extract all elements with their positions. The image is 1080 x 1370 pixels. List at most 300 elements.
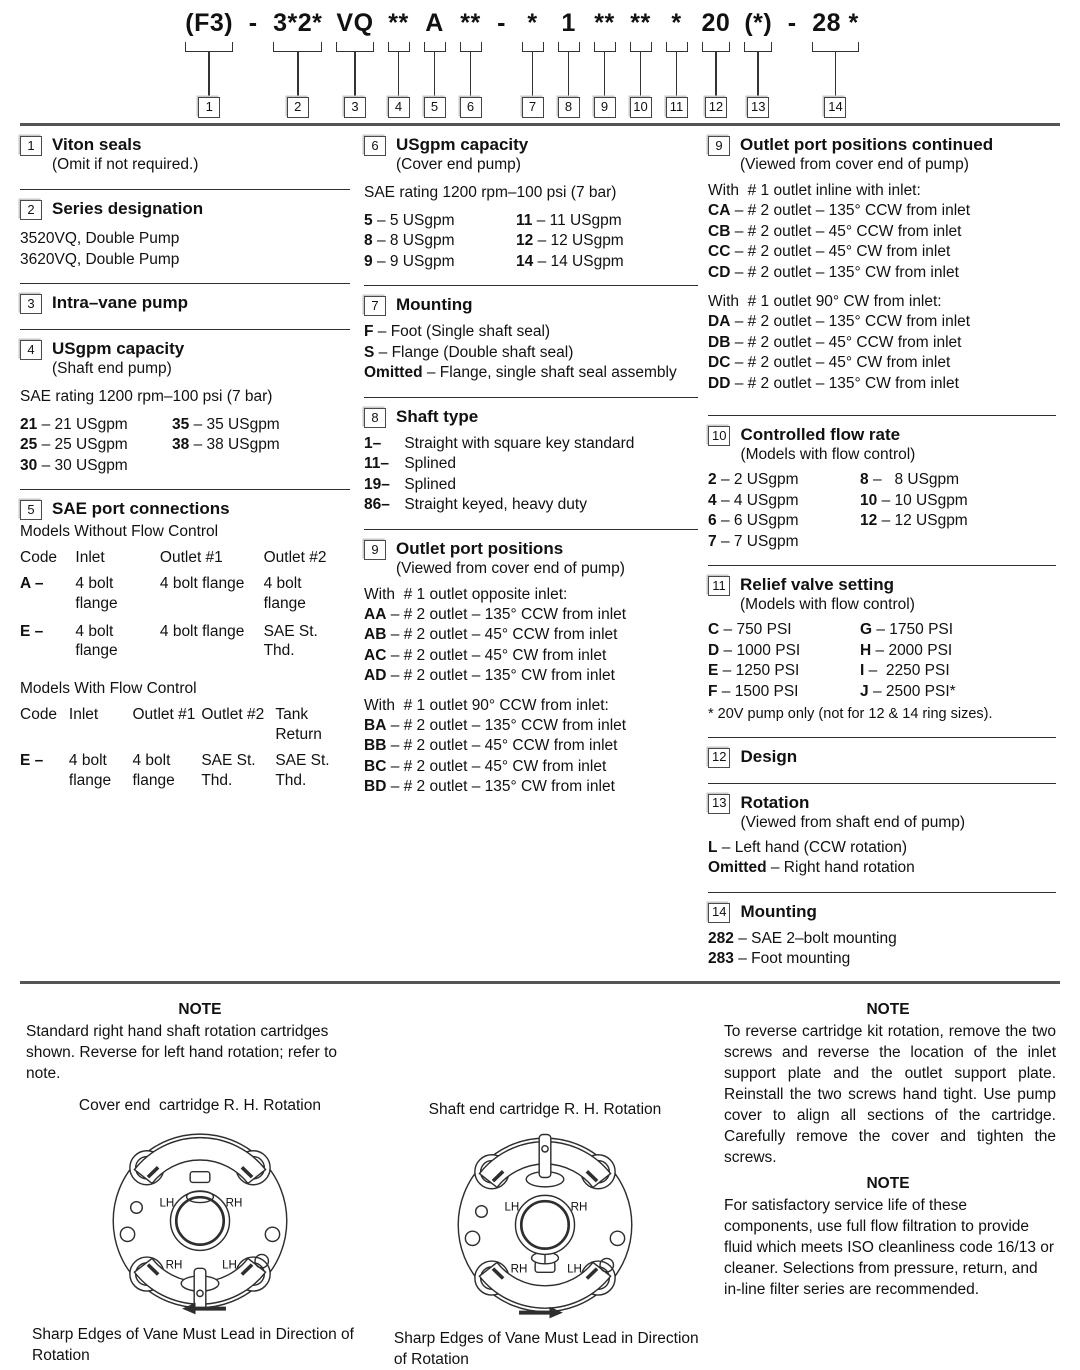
code-segment <box>558 6 580 118</box>
item-code: 8 <box>860 471 869 488</box>
list-item <box>860 620 956 641</box>
list-item <box>708 201 1056 222</box>
stem-line <box>398 52 400 96</box>
item-text: Straight with square key standard <box>404 434 635 452</box>
item-code: AC <box>364 646 387 664</box>
item-code: BD <box>364 778 387 796</box>
table-row <box>20 751 350 799</box>
item-text: – 12 USgpm <box>537 232 624 250</box>
note-heading: NOTE <box>178 1000 222 1018</box>
vane-label-bl: RH <box>510 1261 528 1275</box>
code-separator <box>242 6 264 118</box>
bracket <box>388 42 410 52</box>
section-title: Mounting <box>740 901 817 921</box>
item-code: 10 <box>860 491 878 509</box>
right-notes-block <box>716 1000 1060 1300</box>
item-code: J <box>860 682 869 700</box>
capacity-col <box>20 415 172 477</box>
section-subtitle: (Viewed from cover end of pump) <box>396 559 625 577</box>
list-item <box>364 495 698 516</box>
code-segment <box>630 6 652 118</box>
list-item <box>708 470 860 491</box>
notes-region <box>20 992 1060 1370</box>
section-header <box>708 134 1056 174</box>
section-subtitle: (Viewed from cover end of pump) <box>740 156 969 173</box>
code-token: 1 <box>561 9 576 37</box>
list-item <box>708 858 1056 879</box>
code-segment <box>744 6 772 118</box>
pin <box>194 1268 206 1309</box>
bracket <box>460 42 482 52</box>
code-token: ** <box>388 9 409 37</box>
cell: SAE St. Thd. <box>275 751 330 789</box>
item-text: – # 2 outlet – 45° CW from inlet <box>734 243 951 260</box>
group-caption: With # 1 outlet 90° CW from inlet: <box>708 293 942 310</box>
code-token: ** <box>594 9 615 37</box>
section-title: Controlled flow rate <box>740 425 901 444</box>
item-code: E <box>708 662 719 679</box>
segment-number-box: 1 <box>198 97 220 118</box>
item-code: 5 <box>364 211 373 229</box>
code-token: VQ <box>336 9 374 37</box>
code-segment <box>666 6 688 118</box>
item-code: 8 <box>364 232 373 250</box>
stem-line <box>835 52 837 96</box>
stem-line <box>208 52 210 96</box>
item-code: BA <box>364 716 387 734</box>
column-header: Inlet <box>68 706 99 724</box>
shaft-end-block <box>388 1000 702 1370</box>
section-mounting-style <box>708 893 1056 979</box>
list-item <box>708 374 1056 395</box>
vane-label-tr: RH <box>225 1196 243 1210</box>
cell: SAE St. Thd. <box>263 622 318 660</box>
section-number-badge: 7 <box>364 296 386 316</box>
item-code: 21 <box>20 415 38 433</box>
cam-tab <box>190 1171 210 1182</box>
item-text: – 8 USgpm <box>376 232 455 250</box>
vane-label-tl: LH <box>159 1196 175 1210</box>
item-code: AA <box>364 605 387 623</box>
column-header: Outlet #1 <box>132 706 196 724</box>
stem-line <box>354 52 356 96</box>
relief-col <box>708 620 860 702</box>
item-text: – # 2 outlet – 135° CCW from inlet <box>390 605 627 623</box>
list-item <box>364 757 698 778</box>
section-header <box>364 538 698 578</box>
section-title: Outlet port positions <box>396 538 564 558</box>
stem-line <box>676 52 678 96</box>
item-text: Splined <box>404 455 457 473</box>
item-text: – 2000 PSI <box>875 641 953 659</box>
ports-table-without-flow-control <box>20 548 350 669</box>
relief-col <box>860 620 956 702</box>
cover-end-footer: Sharp Edges of Vane Must Lead in Direction of Rotation <box>32 1325 354 1364</box>
segment-number-box: 3 <box>344 97 366 118</box>
item-text: – 2500 PSI* <box>872 682 956 700</box>
list-item <box>364 605 698 626</box>
group-caption: With # 1 outlet opposite inlet: <box>364 585 568 603</box>
segment-number-box: 2 <box>287 97 309 118</box>
item-code: F <box>708 682 718 700</box>
mounting-style-list <box>708 929 1056 970</box>
legend-columns <box>20 126 1060 979</box>
item-code: 38 <box>172 436 190 454</box>
section-number-badge: 13 <box>708 794 730 814</box>
code-token: ** <box>630 9 651 37</box>
item-text: – 1750 PSI <box>876 621 954 638</box>
section-number-badge: 14 <box>708 903 730 923</box>
capacity-col <box>172 415 280 477</box>
item-code: 2 <box>708 471 717 488</box>
item-text: – # 2 outlet – 45° CW from inlet <box>390 757 607 775</box>
item-text: – # 2 outlet – 135° CW from inlet <box>390 778 615 796</box>
table-header-row <box>20 548 350 574</box>
rotation-list <box>708 838 1056 879</box>
section-header <box>20 338 350 378</box>
list-item <box>708 641 860 662</box>
section-title: Outlet port positions continued <box>740 135 994 154</box>
section-header <box>708 901 1056 923</box>
section-title: USgpm capacity <box>52 339 185 358</box>
vane-label-tl: LH <box>504 1200 520 1214</box>
item-code: F <box>364 323 374 341</box>
segment-number-box: 14 <box>824 97 846 118</box>
item-text: Splined <box>404 475 457 493</box>
item-code: 12 <box>860 512 878 529</box>
segment-number-box: 5 <box>424 97 446 118</box>
list-item <box>364 666 698 687</box>
bracket <box>185 42 233 52</box>
list-item <box>860 682 956 703</box>
outlet-group-b <box>364 695 698 798</box>
code-token: (F3) <box>185 9 234 37</box>
shaft-type-list <box>364 434 698 516</box>
bracket <box>336 42 373 52</box>
section-subtitle: (Viewed from shaft end of pump) <box>740 813 966 831</box>
list-item <box>860 511 968 532</box>
item-text: – Flange (Double shaft seal) <box>378 343 574 361</box>
model-code-diagram <box>2 4 1042 118</box>
column-header: Outlet #2 <box>263 549 327 567</box>
bracket <box>702 42 731 52</box>
item-code: 282 <box>708 929 734 947</box>
section-subtitle: (Models with flow control) <box>740 596 915 613</box>
section-header <box>364 134 698 174</box>
list-item <box>364 231 516 252</box>
item-text: – 8 USgpm <box>872 471 960 488</box>
code-token: - <box>497 9 506 37</box>
row-code: A – <box>20 574 44 592</box>
item-text: – 11 USgpm <box>536 211 622 229</box>
item-text: – 1250 PSI <box>722 662 800 679</box>
vane-label-br: LH <box>222 1257 237 1271</box>
item-text: – 21 USgpm <box>41 415 128 433</box>
item-code: 9 <box>364 252 373 270</box>
item-text: – # 2 outlet – 135° CCW from inlet <box>390 716 627 734</box>
item-code: AD <box>364 667 387 685</box>
item-text: – # 2 outlet – 135° CW from inlet <box>390 667 615 685</box>
item-text: – 38 USgpm <box>193 436 280 454</box>
section-usgpm-shaft-end <box>20 330 350 485</box>
list-item <box>860 661 956 682</box>
item-text: – # 2 outlet – 45° CCW from inlet <box>390 626 618 644</box>
bracket <box>522 42 544 52</box>
item-text: – 2 USgpm <box>720 471 799 488</box>
shaft-end-caption: Shaft end cartridge R. H. Rotation <box>428 1100 662 1118</box>
list-item <box>364 625 698 646</box>
column-header: Inlet <box>75 549 105 567</box>
list-item <box>364 322 698 343</box>
item-code: H <box>860 641 872 659</box>
capacity-list <box>364 211 698 273</box>
list-item <box>708 491 860 512</box>
section-mounting <box>364 286 698 393</box>
bracket <box>594 42 616 52</box>
cell: 4 bolt flange <box>159 622 245 640</box>
list-item <box>708 312 1056 333</box>
item-text: – 12 USgpm <box>881 512 968 529</box>
item-text: – 6 USgpm <box>720 512 799 529</box>
section-relief-valve-setting <box>708 566 1056 733</box>
series-list <box>20 228 350 270</box>
cell: SAE St. Thd. <box>201 751 256 789</box>
item-text: – # 2 outlet – 45° CCW from inlet <box>734 333 962 351</box>
item-code: 19– <box>364 475 390 493</box>
notes-divider <box>20 981 1060 992</box>
item-code: 1– <box>364 434 382 452</box>
item-code: 14 <box>516 252 534 270</box>
list-item <box>708 661 860 682</box>
bracket <box>424 42 446 52</box>
item-code: CC <box>708 243 731 260</box>
segment-number-box: 8 <box>558 97 580 118</box>
section-design <box>708 738 1056 779</box>
section-number-badge: 2 <box>20 200 42 220</box>
item-code: L <box>708 838 718 856</box>
list-item <box>516 252 624 273</box>
series-item: 3620VQ, Double Pump <box>20 251 180 268</box>
code-token: 28 * <box>812 9 859 37</box>
segment-number-box: 11 <box>666 97 688 118</box>
row-code: E – <box>20 751 44 769</box>
segment-number-box: 9 <box>594 97 616 118</box>
note-heading: NOTE <box>866 1174 910 1192</box>
item-text: – 4 USgpm <box>720 491 799 509</box>
flow-col <box>860 470 968 552</box>
item-code: 35 <box>172 415 190 433</box>
item-code: DA <box>708 313 731 330</box>
section-number-badge: 12 <box>708 748 730 768</box>
item-text: – Right hand rotation <box>770 859 915 877</box>
item-code: C <box>708 621 720 638</box>
cover-end-cartridge-diagram <box>97 1118 303 1322</box>
item-text: – # 2 outlet – 135° CW from inlet <box>734 374 959 392</box>
section-sae-port-connections <box>20 490 350 807</box>
item-text: – 1000 PSI <box>723 641 801 659</box>
column-header: Code <box>20 706 58 724</box>
list-item <box>516 231 624 252</box>
cell: 4 bolt flange <box>159 574 245 592</box>
section-header <box>708 746 1056 768</box>
code-token: 20 <box>701 9 731 37</box>
item-text: – 35 USgpm <box>193 415 280 433</box>
row-code: E – <box>20 622 44 640</box>
section-number-badge: 3 <box>20 294 42 314</box>
code-token: A <box>425 9 444 37</box>
list-item <box>20 435 172 456</box>
list-item <box>708 682 860 703</box>
list-item <box>364 454 698 475</box>
shaft-end-footer: Sharp Edges of Vane Must Lead in Direction of Rotation <box>393 1329 699 1368</box>
stem-line <box>568 52 570 96</box>
item-text: – 7 USgpm <box>720 532 799 550</box>
code-segment <box>185 6 233 118</box>
section-title: Mounting <box>396 295 473 315</box>
section-title: Design <box>740 746 798 766</box>
list-item <box>708 333 1056 354</box>
section-title: Rotation <box>740 792 810 812</box>
code-token: ** <box>460 9 481 37</box>
list-item <box>20 415 172 436</box>
table-caption: Models With Flow Control <box>20 680 197 698</box>
section-title: Viton seals <box>52 135 142 154</box>
section-controlled-flow-rate <box>708 416 1056 561</box>
segment-number-box: 13 <box>747 97 769 118</box>
vane-label-br: LH <box>567 1261 582 1275</box>
item-code: CD <box>708 263 731 281</box>
cell: 4 bolt flange <box>263 574 306 612</box>
item-code: S <box>364 343 375 361</box>
section-number-badge: 11 <box>708 576 730 596</box>
item-code: Omitted <box>708 859 767 877</box>
item-code: DC <box>708 354 731 371</box>
capacity-col <box>364 211 516 273</box>
column-left <box>20 126 350 807</box>
section-number-badge: 5 <box>20 500 42 520</box>
item-text: – # 2 outlet – 135° CCW from inlet <box>734 202 971 219</box>
item-text: – 1500 PSI <box>721 682 799 700</box>
code-segment <box>460 6 482 118</box>
note-body: For satisfactory service life of these components, use full flow filtration to provide fluid which meets ISO cleanliness code 16/13 or cleaner. Selections from pressure, return, and in-line filter series are recommended. <box>724 1196 1055 1298</box>
list-item <box>172 415 280 436</box>
table-row <box>20 574 350 622</box>
item-text: – # 2 outlet – 45° CW from inlet <box>734 354 951 371</box>
sae-rating: SAE rating 1200 rpm–100 psi (7 bar) <box>364 184 617 201</box>
shaft-bore-outer <box>515 1195 574 1254</box>
cell: 4 bolt flange <box>132 751 175 789</box>
stem-line <box>715 52 717 96</box>
item-text: – Left hand (CCW rotation) <box>721 838 908 856</box>
table-row <box>20 622 350 670</box>
item-text: – Flange, single shaft seal assembly <box>426 364 677 382</box>
list-item <box>708 929 1056 950</box>
mounting-list <box>364 322 698 384</box>
item-text: – SAE 2–bolt mounting <box>738 929 897 947</box>
cell: 4 bolt flange <box>75 622 118 660</box>
stem-line <box>640 52 642 96</box>
item-code: Omitted <box>364 364 423 382</box>
item-code: 12 <box>516 232 534 250</box>
stem-line <box>434 52 436 96</box>
code-segment <box>424 6 446 118</box>
column-header: Outlet #1 <box>159 549 223 567</box>
relief-valve-list <box>708 620 1056 702</box>
segment-number-box: 10 <box>630 97 652 118</box>
item-text: – 750 PSI <box>723 621 792 638</box>
bracket <box>812 42 858 52</box>
section-rotation <box>708 784 1056 888</box>
code-segment <box>702 6 731 118</box>
list-item <box>364 363 698 384</box>
list-item <box>364 475 698 496</box>
shaft-end-cartridge-diagram <box>442 1122 648 1326</box>
list-item <box>708 949 1056 970</box>
note-body: To reverse cartridge kit rotation, remove the two screws and reverse the location of the inlet support plate and the outlet support plate. Reinstall the two screws hand tight. Use pump cover to align all sections of the cartridge. Carefully remove the cover and tighten the screws. <box>724 1022 1056 1166</box>
item-text: – # 2 outlet – 45° CW from inlet <box>390 646 607 664</box>
item-text: – Foot mounting <box>738 950 851 968</box>
code-segment <box>594 6 616 118</box>
section-subtitle: (Cover end pump) <box>396 156 521 173</box>
section-header <box>364 406 698 428</box>
segment-number-box: 6 <box>460 97 482 118</box>
cell: 4 bolt flange <box>68 751 112 789</box>
code-token: - <box>787 9 797 37</box>
code-token: * <box>527 9 538 37</box>
item-code: 25 <box>20 436 38 454</box>
item-text: – 25 USgpm <box>41 436 128 454</box>
note-heading: NOTE <box>866 1000 910 1018</box>
stem-line <box>757 52 759 96</box>
item-code: 7 <box>708 532 717 550</box>
item-code: 30 <box>20 456 38 474</box>
list-item <box>364 736 698 757</box>
section-title: SAE port connections <box>52 499 230 519</box>
item-text: – # 2 outlet – 45° CCW from inlet <box>390 737 618 755</box>
code-separator <box>781 6 803 118</box>
code-segment <box>388 6 410 118</box>
section-subtitle: (Shaft end pump) <box>52 360 172 377</box>
series-item: 3520VQ, Double Pump <box>20 230 180 247</box>
list-item <box>708 222 1056 243</box>
item-code: CB <box>708 222 731 240</box>
code-segment <box>336 6 373 118</box>
section-subtitle: (Omit if not required.) <box>52 156 199 173</box>
vane-label-tr: RH <box>570 1200 588 1214</box>
list-item <box>20 456 172 477</box>
column-header: Outlet #2 <box>201 706 265 724</box>
section-number-badge: 10 <box>708 426 730 446</box>
list-item <box>860 470 968 491</box>
section-viton-seals <box>20 126 350 185</box>
item-code: I <box>860 662 865 679</box>
section-intra-vane-pump <box>20 284 350 325</box>
section-subtitle: (Models with flow control) <box>740 446 916 463</box>
list-item <box>708 620 860 641</box>
code-token: (*) <box>744 9 773 37</box>
ports-table-with-flow-control <box>20 705 350 798</box>
section-title: Relief valve setting <box>740 575 895 594</box>
list-item <box>860 641 956 662</box>
list-item <box>860 491 968 512</box>
bracket <box>630 42 652 52</box>
section-title: Intra–vane pump <box>52 293 189 312</box>
stem-line <box>604 52 606 96</box>
bracket <box>666 42 688 52</box>
code-token: * <box>671 9 682 37</box>
stem-line <box>470 52 472 96</box>
list-item <box>172 435 280 456</box>
